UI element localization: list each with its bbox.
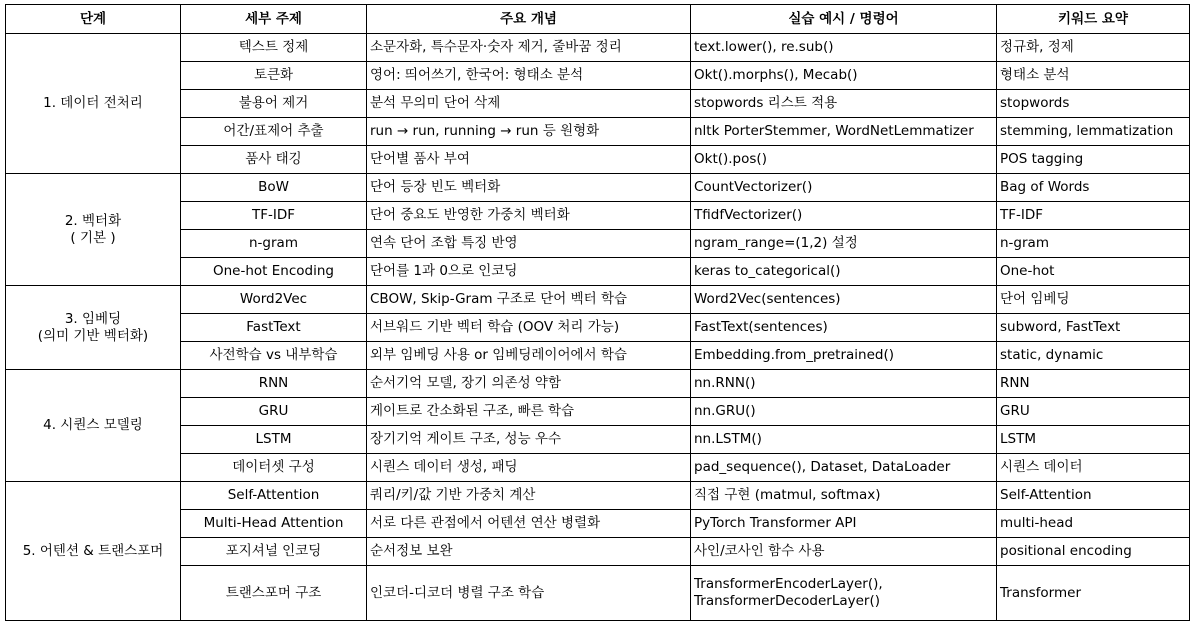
keyword-cell: GRU <box>997 398 1190 426</box>
concept-cell: 단어 중요도 반영한 가중치 벡터화 <box>367 202 691 230</box>
keyword-cell: RNN <box>997 370 1190 398</box>
table-row <box>6 258 1190 286</box>
table-row <box>6 538 1190 566</box>
example-line: 직접 구현 (matmul, softmax) <box>694 487 881 504</box>
concept-cell: 장기기억 게이트 구조, 성능 우수 <box>367 426 691 454</box>
example-line: Okt().pos() <box>694 151 767 168</box>
example-line: Okt().morphs(), Mecab() <box>694 67 858 84</box>
topic-cell: 어간/표제어 추출 <box>181 118 367 146</box>
table-row <box>6 510 1190 538</box>
keyword-cell: stemming, lemmatization <box>997 118 1190 146</box>
stage-cell <box>6 286 181 370</box>
table-row <box>6 342 1190 370</box>
example-cell <box>691 510 997 538</box>
stage-cell <box>6 370 181 482</box>
topic-cell: GRU <box>181 398 367 426</box>
concept-cell: 영어: 띄어쓰기, 한국어: 형태소 분석 <box>367 62 691 90</box>
table-row <box>6 426 1190 454</box>
concept-cell: CBOW, Skip-Gram 구조로 단어 벡터 학습 <box>367 286 691 314</box>
header-concept: 주요 개념 <box>367 5 691 34</box>
curriculum-table <box>5 4 1190 621</box>
keyword-cell: 정규화, 정제 <box>997 34 1190 62</box>
keyword-cell: Self-Attention <box>997 482 1190 510</box>
keyword-cell: subword, FastText <box>997 314 1190 342</box>
concept-cell: 쿼리/키/값 기반 가중치 계산 <box>367 482 691 510</box>
example-line: TfidfVectorizer() <box>694 207 803 224</box>
keyword-cell: LSTM <box>997 426 1190 454</box>
example-cell <box>691 426 997 454</box>
example-line: text.lower(), re.sub() <box>694 39 834 56</box>
table-row <box>6 202 1190 230</box>
keyword-cell: POS tagging <box>997 146 1190 174</box>
example-cell <box>691 566 997 621</box>
table-row <box>6 370 1190 398</box>
keyword-cell: stopwords <box>997 90 1190 118</box>
concept-cell: 단어별 품사 부여 <box>367 146 691 174</box>
topic-cell: Word2Vec <box>181 286 367 314</box>
example-line: nn.RNN() <box>694 375 756 392</box>
concept-cell: 소문자화, 특수문자·숫자 제거, 줄바꿈 정리 <box>367 34 691 62</box>
topic-cell: 사전학습 vs 내부학습 <box>181 342 367 370</box>
header-example: 실습 예시 / 명령어 <box>691 5 997 34</box>
example-line: nn.LSTM() <box>694 431 762 448</box>
topic-cell: 품사 태깅 <box>181 146 367 174</box>
example-line: TransformerEncoderLayer(), <box>694 576 883 593</box>
stage-label: 3. 임베딩 <box>64 310 122 327</box>
example-line: keras to_categorical() <box>694 263 841 280</box>
table-row <box>6 62 1190 90</box>
topic-cell: RNN <box>181 370 367 398</box>
concept-cell: 게이트로 간소화된 구조, 빠른 학습 <box>367 398 691 426</box>
example-line: 사인/코사인 함수 사용 <box>694 543 825 560</box>
concept-cell: 인코더-디코더 병렬 구조 학습 <box>367 566 691 621</box>
topic-cell: n-gram <box>181 230 367 258</box>
example-cell <box>691 370 997 398</box>
stage-label: ( 기본 ) <box>70 229 116 246</box>
example-line: nltk PorterStemmer, WordNetLemmatizer <box>694 123 974 140</box>
example-line: PyTorch Transformer API <box>694 515 857 532</box>
example-line: stopwords 리스트 적용 <box>694 95 838 112</box>
concept-cell: 단어 등장 빈도 벡터화 <box>367 174 691 202</box>
concept-cell: 단어를 1과 0으로 인코딩 <box>367 258 691 286</box>
topic-cell: LSTM <box>181 426 367 454</box>
concept-cell: 외부 임베딩 사용 or 임베딩레이어에서 학습 <box>367 342 691 370</box>
keyword-cell: positional encoding <box>997 538 1190 566</box>
keyword-cell: TF-IDF <box>997 202 1190 230</box>
example-cell <box>691 538 997 566</box>
header-keyword: 키워드 요약 <box>997 5 1190 34</box>
table-row <box>6 454 1190 482</box>
stage-cell <box>6 174 181 286</box>
table-row <box>6 286 1190 314</box>
example-line: pad_sequence(), Dataset, DataLoader <box>694 459 951 476</box>
example-cell <box>691 202 997 230</box>
example-line: FastText(sentences) <box>694 319 828 336</box>
keyword-cell: static, dynamic <box>997 342 1190 370</box>
example-line: CountVectorizer() <box>694 179 813 196</box>
keyword-cell: n-gram <box>997 230 1190 258</box>
example-cell <box>691 286 997 314</box>
example-cell <box>691 174 997 202</box>
topic-cell: 트랜스포머 구조 <box>181 566 367 621</box>
topic-cell: 텍스트 정제 <box>181 34 367 62</box>
table-row <box>6 34 1190 62</box>
table-row <box>6 566 1190 621</box>
topic-cell: BoW <box>181 174 367 202</box>
stage-cell <box>6 482 181 621</box>
concept-cell: 순서정보 보완 <box>367 538 691 566</box>
stage-cell <box>6 34 181 174</box>
example-line: Word2Vec(sentences) <box>694 291 841 308</box>
table-body <box>6 34 1190 621</box>
topic-cell: Multi-Head Attention <box>181 510 367 538</box>
table-row <box>6 398 1190 426</box>
example-cell <box>691 314 997 342</box>
keyword-cell: 시퀀스 데이터 <box>997 454 1190 482</box>
example-cell <box>691 398 997 426</box>
example-cell <box>691 34 997 62</box>
example-cell <box>691 118 997 146</box>
keyword-cell: Transformer <box>997 566 1190 621</box>
example-line: ngram_range=(1,2) 설정 <box>694 235 858 252</box>
keyword-cell: Bag of Words <box>997 174 1190 202</box>
table-row <box>6 118 1190 146</box>
concept-cell: 분석 무의미 단어 삭제 <box>367 90 691 118</box>
keyword-cell: 단어 임베딩 <box>997 286 1190 314</box>
table-row <box>6 482 1190 510</box>
example-cell <box>691 230 997 258</box>
table-row <box>6 146 1190 174</box>
example-cell <box>691 454 997 482</box>
header-stage: 단계 <box>6 5 181 34</box>
concept-cell: 연속 단어 조합 특징 반영 <box>367 230 691 258</box>
header-topic: 세부 주제 <box>181 5 367 34</box>
topic-cell: FastText <box>181 314 367 342</box>
concept-cell: 시퀀스 데이터 생성, 패딩 <box>367 454 691 482</box>
stage-label: (의미 기반 벡터화) <box>37 327 149 344</box>
example-cell <box>691 62 997 90</box>
topic-cell: TF-IDF <box>181 202 367 230</box>
example-cell <box>691 258 997 286</box>
stage-label: 2. 벡터화 <box>64 212 122 229</box>
table-row <box>6 230 1190 258</box>
topic-cell: 토큰화 <box>181 62 367 90</box>
table-row <box>6 174 1190 202</box>
example-cell <box>691 482 997 510</box>
example-cell <box>691 342 997 370</box>
topic-cell: Self-Attention <box>181 482 367 510</box>
example-line: nn.GRU() <box>694 403 756 420</box>
stage-label: 5. 어텐션 & 트랜스포머 <box>22 542 164 559</box>
stage-label: 1. 데이터 전처리 <box>43 95 143 112</box>
keyword-cell: One-hot <box>997 258 1190 286</box>
topic-cell: 불용어 제거 <box>181 90 367 118</box>
topic-cell: 포지셔널 인코딩 <box>181 538 367 566</box>
example-line: TransformerDecoderLayer() <box>694 593 880 609</box>
concept-cell: run → run, running → run 등 원형화 <box>367 118 691 146</box>
keyword-cell: 형태소 분석 <box>997 62 1190 90</box>
topic-cell: One-hot Encoding <box>181 258 367 286</box>
example-cell <box>691 146 997 174</box>
stage-label: 4. 시퀀스 모델링 <box>43 417 143 434</box>
table-row <box>6 90 1190 118</box>
concept-cell: 서브워드 기반 벡터 학습 (OOV 처리 가능) <box>367 314 691 342</box>
concept-cell: 서로 다른 관점에서 어텐션 연산 병렬화 <box>367 510 691 538</box>
topic-cell: 데이터셋 구성 <box>181 454 367 482</box>
concept-cell: 순서기억 모델, 장기 의존성 약함 <box>367 370 691 398</box>
table-row <box>6 314 1190 342</box>
keyword-cell: multi-head <box>997 510 1190 538</box>
example-line: Embedding.from_pretrained() <box>694 347 894 364</box>
header-row <box>6 5 1190 34</box>
example-cell <box>691 90 997 118</box>
